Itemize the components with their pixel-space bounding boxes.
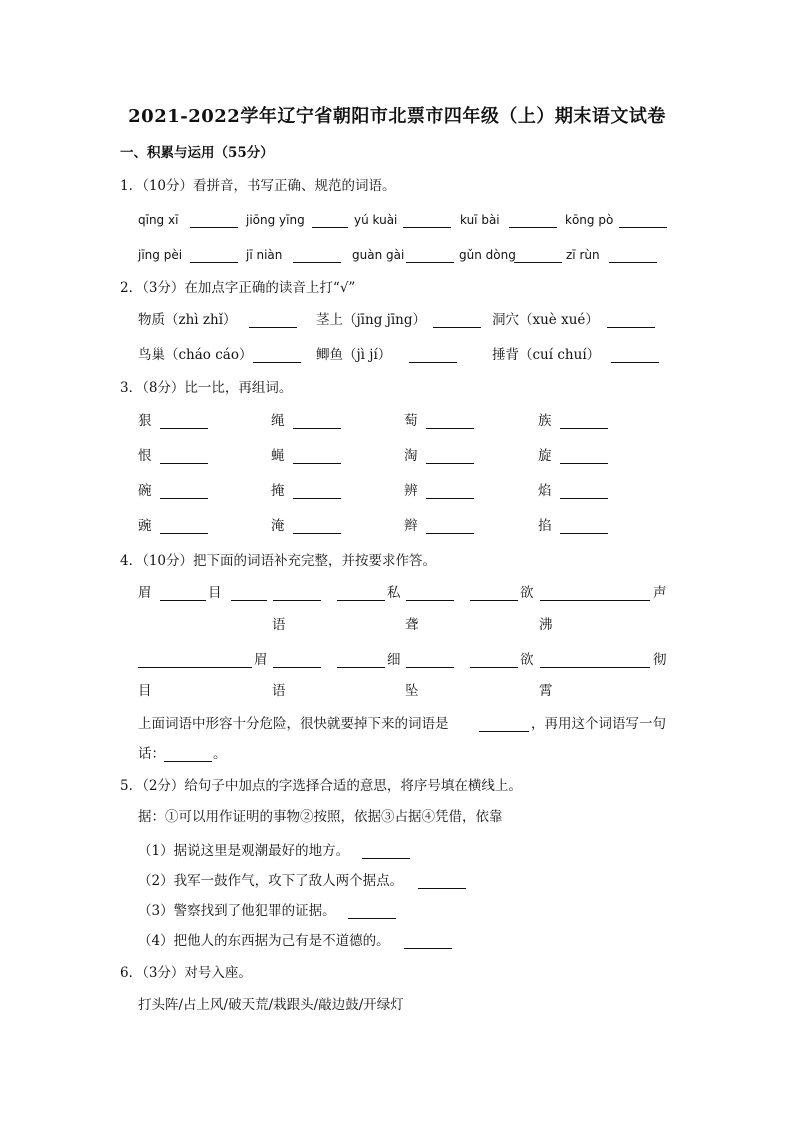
pinyin-item: kōng pò (565, 213, 614, 227)
answer-blank[interactable] (160, 428, 208, 429)
answer-blank[interactable] (426, 498, 474, 499)
answer-blank[interactable] (253, 362, 301, 363)
idiom-char: 坠 (405, 683, 419, 699)
pinyin-item: zī rùn (566, 248, 600, 262)
answer-blank[interactable] (273, 600, 321, 601)
reading-item: 茎上（jīng jīng） (316, 312, 426, 328)
pinyin-item: gǔn dòng (459, 248, 516, 262)
answer-blank[interactable] (560, 463, 608, 464)
pinyin-item: jīng pèi (138, 248, 183, 262)
sentence-item: （1）据说这里是观潮最好的地方。 (138, 843, 350, 859)
answer-blank[interactable] (362, 858, 410, 859)
answer-blank[interactable] (409, 362, 457, 363)
answer-blank[interactable] (293, 428, 341, 429)
compare-char: 淘 (404, 448, 418, 464)
answer-blank[interactable] (406, 262, 454, 263)
answer-blank[interactable] (514, 262, 562, 263)
answer-blank[interactable] (560, 533, 608, 534)
question-5-stem: 5．（2分）给句子中加点的字选择合适的意思，将序号填在横线上。 (120, 778, 522, 794)
compare-char: 辨 (404, 483, 418, 499)
answer-blank[interactable] (609, 262, 657, 263)
reading-item: 洞穴（xuè xué） (492, 312, 599, 328)
answer-blank[interactable] (293, 463, 341, 464)
compare-char: 绳 (271, 413, 285, 429)
answer-blank[interactable] (418, 888, 466, 889)
answer-blank[interactable] (560, 498, 608, 499)
idiom-char: 欲 (520, 585, 534, 601)
idiom-char: 眉 (254, 652, 268, 668)
pinyin-item: kuī bài (460, 213, 500, 227)
q4-period: 。 (213, 746, 227, 762)
compare-char: 恨 (138, 448, 152, 464)
idiom-char: 声 (653, 585, 667, 601)
word-bank: 打头阵/占上风/破天荒/栽跟头/敲边鼓/开绿灯 (138, 997, 404, 1013)
answer-blank[interactable] (607, 327, 655, 328)
answer-blank[interactable] (293, 262, 341, 263)
answer-blank[interactable] (560, 428, 608, 429)
answer-blank[interactable] (470, 600, 518, 601)
reading-item: 鸟巢（cháo cáo） (138, 347, 253, 363)
q4-followup-b: ，再用这个词语写一句 (531, 716, 666, 732)
idiom-char: 目 (138, 683, 152, 699)
pinyin-item: jiōng yīng (246, 213, 305, 227)
pinyin-item: jī niàn (246, 248, 283, 262)
question-6-stem: 6．（3分）对号入座。 (120, 965, 252, 981)
idiom-char: 细 (387, 652, 401, 668)
answer-blank[interactable] (337, 600, 385, 601)
compare-char: 旋 (538, 448, 552, 464)
answer-blank[interactable] (426, 463, 474, 464)
answer-blank[interactable] (540, 600, 650, 601)
answer-blank[interactable] (231, 600, 267, 601)
pinyin-item: yú kuài (354, 213, 398, 227)
answer-blank[interactable] (348, 918, 396, 919)
answer-blank[interactable] (433, 327, 481, 328)
compare-char: 蝇 (271, 448, 285, 464)
answer-blank[interactable] (138, 667, 252, 668)
answer-blank[interactable] (249, 327, 297, 328)
answer-blank[interactable] (404, 948, 452, 949)
idiom-char: 语 (272, 617, 286, 633)
answer-blank[interactable] (190, 262, 238, 263)
compare-char: 掐 (538, 518, 552, 534)
answer-blank[interactable] (406, 667, 454, 668)
compare-char: 族 (538, 413, 552, 429)
sentence-item: （2）我军一鼓作气，攻下了敌人两个据点。 (138, 873, 404, 889)
q4-sentence-label: 话： (138, 746, 165, 762)
idiom-char: 语 (272, 683, 286, 699)
answer-blank[interactable] (273, 667, 321, 668)
answer-blank[interactable] (619, 227, 667, 228)
pinyin-item: guàn gài (352, 248, 405, 262)
idiom-char: 目 (208, 585, 222, 601)
answer-blank[interactable] (190, 227, 238, 228)
compare-char: 豌 (138, 518, 152, 534)
answer-blank[interactable] (312, 227, 348, 228)
answer-blank[interactable] (611, 362, 659, 363)
sentence-item: （3）警察找到了他犯罪的证据。 (138, 903, 336, 919)
compare-char: 碗 (138, 483, 152, 499)
answer-blank[interactable] (426, 533, 474, 534)
page-title: 2021-2022学年辽宁省朝阳市北票市四年级（上）期末语文试卷 (128, 106, 666, 127)
answer-blank[interactable] (293, 498, 341, 499)
compare-char: 焰 (538, 483, 552, 499)
compare-char: 萄 (404, 413, 418, 429)
section-heading: 一、积累与运用（55分） (120, 145, 274, 161)
compare-char: 辫 (404, 518, 418, 534)
question-2-stem: 2．（3分）在加点字正确的读音上打“√” (120, 280, 356, 296)
question-3-stem: 3．（8分）比一比，再组词。 (120, 380, 293, 396)
answer-blank[interactable] (403, 227, 451, 228)
answer-blank[interactable] (470, 667, 518, 668)
answer-blank[interactable] (540, 667, 650, 668)
idiom-char: 彻 (653, 652, 667, 668)
answer-blank[interactable] (509, 227, 557, 228)
question-4-stem: 4．（10分）把下面的词语补充完整，并按要求作答。 (120, 553, 437, 569)
question-1-stem: 1．（10分）看拼音，书写正确、规范的词语。 (120, 178, 396, 194)
answer-blank[interactable] (426, 428, 474, 429)
answer-blank[interactable] (160, 498, 208, 499)
q4-followup: 上面词语中形容十分危险，很快就要掉下来的词语是 (138, 716, 449, 732)
reading-item: 物质（zhì zhǐ） (138, 312, 237, 328)
idiom-char: 欲 (520, 652, 534, 668)
reading-item: 捶背（cuí chuí） (492, 347, 601, 363)
answer-blank[interactable] (164, 761, 212, 762)
idiom-char: 霄 (539, 683, 553, 699)
answer-blank[interactable] (337, 667, 385, 668)
answer-blank[interactable] (293, 533, 341, 534)
idiom-char: 聋 (405, 617, 419, 633)
idiom-char: 私 (387, 585, 401, 601)
answer-blank[interactable] (160, 463, 208, 464)
compare-char: 淹 (271, 518, 285, 534)
answer-blank[interactable] (160, 533, 208, 534)
pinyin-item: qīng xī (138, 213, 179, 227)
reading-item: 鲫鱼（jì jí） (316, 347, 392, 363)
idiom-char: 沸 (539, 617, 553, 633)
compare-char: 掩 (271, 483, 285, 499)
answer-blank[interactable] (479, 731, 529, 732)
idiom-char: 眉 (138, 585, 152, 601)
definition-list: 据：①可以用作证明的事物②按照，依据③占据④凭借，依靠 (138, 809, 503, 825)
sentence-item: （4）把他人的东西据为己有是不道德的。 (138, 933, 390, 949)
answer-blank[interactable] (406, 600, 454, 601)
answer-blank[interactable] (160, 600, 206, 601)
compare-char: 狠 (138, 413, 152, 429)
